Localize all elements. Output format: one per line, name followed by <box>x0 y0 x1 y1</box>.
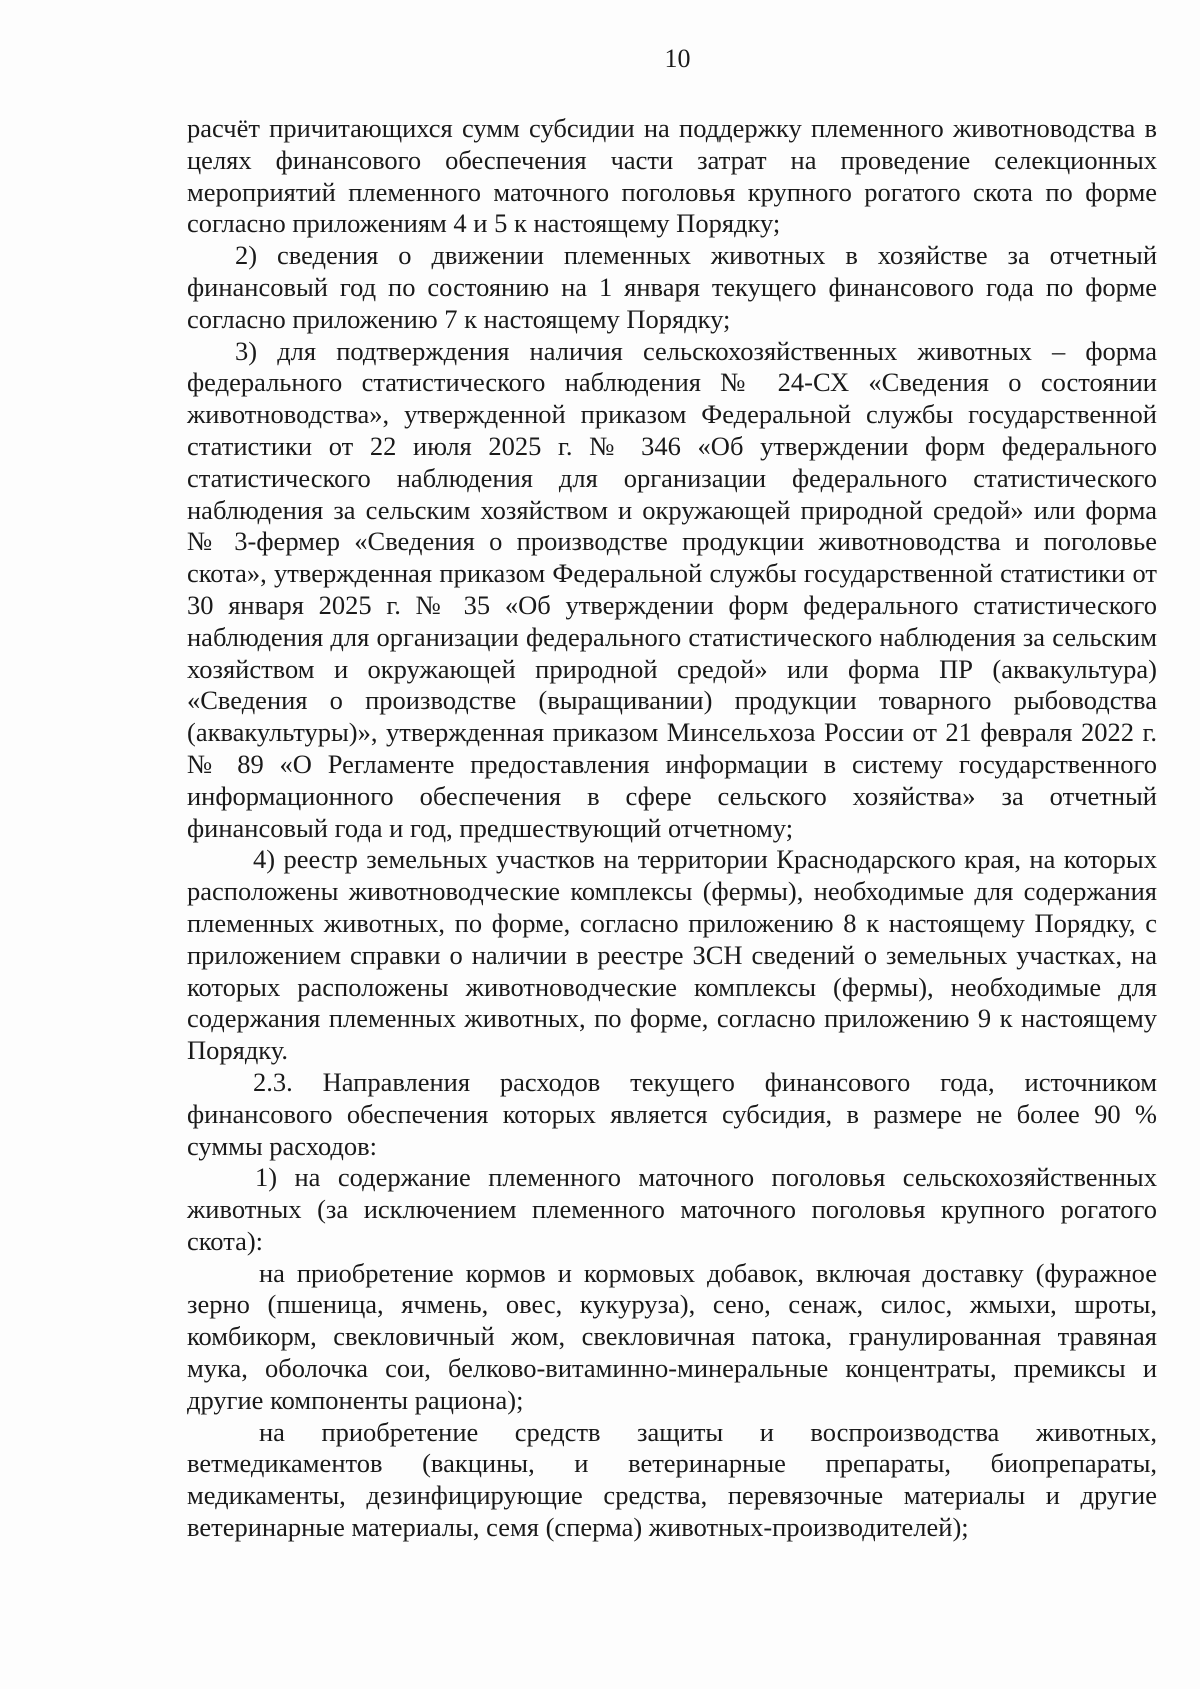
paragraph-vet-purchase: на приобретение средств защиты и воспроизводства животных, ветмедикаментов (вакцины, и ветеринарные препараты, биопрепараты, медикаменты, дезинфицирующие средства, перевязочные материалы и другие ветеринарные материалы, семя (сперма) животных-производителей); <box>187 1416 1157 1543</box>
paragraph-subitem-1: 1) на содержание племенного маточного поголовья сельскохозяйственных животных (за исключением племенного маточного поголовья крупного рогатого скота): <box>187 1162 1157 1256</box>
paragraph-item-2: 2) сведения о движении племенных животных в хозяйстве за отчетный финансовый год по состоянию на 1 января текущего финансового года по форме согласно приложению 7 к настоящему Порядку; <box>187 240 1157 334</box>
paragraph-item-4: 4) реестр земельных участков на территории Краснодарского края, на которых расположены животноводческие комплексы (фермы), необходимые для содержания племенных животных, по форме, согласно приложению 8 к настоящему Порядку, с приложением справки о наличии в реестре ЗСН сведений о земельных участках, на которых расположены животноводческие комплексы (фермы), необходимые для содержания племенных животных, по форме, согласно приложению 9 к настоящему Порядку. <box>187 844 1157 1066</box>
paragraph-section-2-3: 2.3. Направления расходов текущего финансового года, источником финансового обеспечения которых является субсидия, в размере не более 90 % суммы расходов: <box>187 1066 1157 1161</box>
document-body <box>187 113 1157 1544</box>
page-number: 10 <box>664 44 691 73</box>
paragraph-subsidy-calculation: расчёт причитающихся сумм субсидии на поддержку племенного животноводства в целях финансового обеспечения части затрат на проведение селекционных мероприятий племенного маточного поголовья крупного рогатого скота по форме согласно приложениям 4 и 5 к настоящему Порядку; <box>187 113 1157 239</box>
paragraph-item-3: 3) для подтверждения наличия сельскохозяйственных животных – форма федерального статистического наблюдения № 24-СХ «Сведения о состоянии животноводства», утвержденной приказом Федеральной службы государственной статистики от 22 июля 2025 г. № 346 «Об утверждении форм федерального статистического наблюдения для организации федерального статистического наблюдения за сельским хозяйством и окружающей природной средой» или форма № 3-фермер «Сведения о производстве продукции животноводства и поголовье скота», утвержденная приказом Федеральной службы государственной статистики от 30 января 2025 г. № 35 «Об утверждении форм федерального статистического наблюдения для организации федерального статистического наблюдения за сельским хозяйством и окружающей природной средой» или форма ПР (аквакультура) «Сведения о производстве (выращивании) продукции товарного рыбоводства (аквакультуры)», утвержденная приказом Минсельхоза России от 21 февраля 2022 г. № 89 «О Регламенте предоставления информации в систему государственного информационного обеспечения в сфере сельского хозяйства» за отчетный финансовый года и год, предшествующий отчетному; <box>187 335 1157 843</box>
paragraph-feed-purchase: на приобретение кормов и кормовых добавок, включая доставку (фуражное зерно (пшеница, ячмень, овес, кукуруза), сено, сенаж, силос, жмыхи, шроты, комбикорм, свекловичный жом, свекловичная патока, гранулированная травяная мука, оболочка сои, белково-витаминно-минеральные концентраты, премиксы и другие компоненты рациона); <box>187 1257 1157 1415</box>
